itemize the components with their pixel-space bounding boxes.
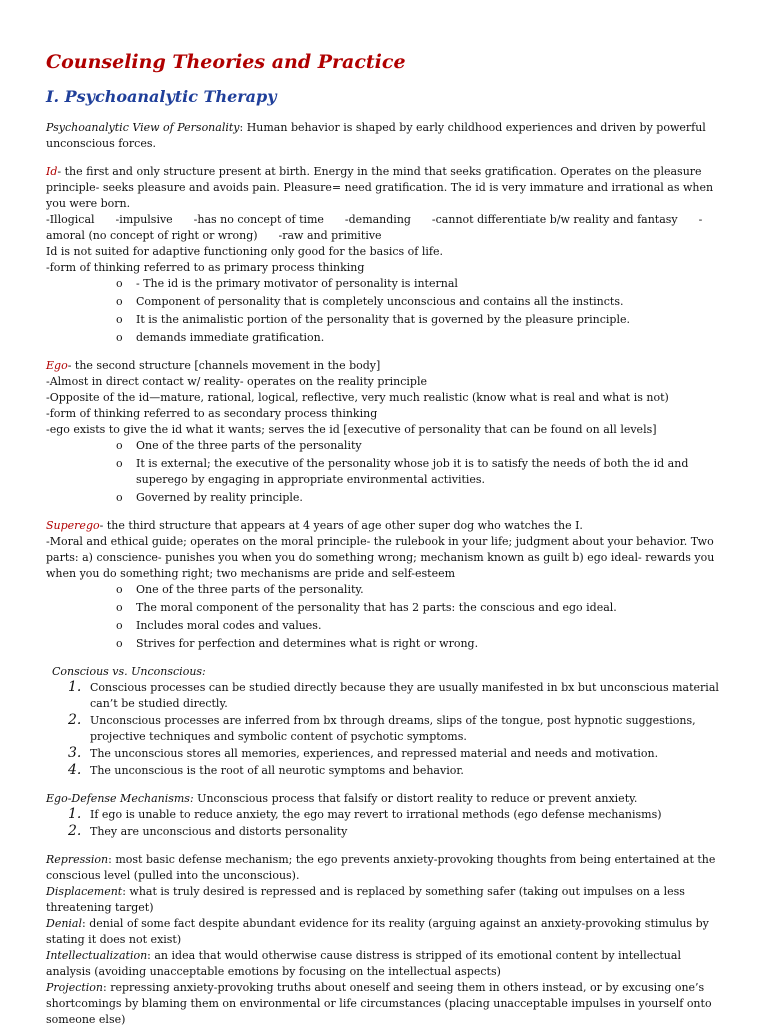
definition-term: Displacement [46,885,123,898]
ego-line-2: -Opposite of the id—mature, rational, logical, reflective, very much realistic (know what is real and what is not) [46,391,669,404]
list-item [68,713,722,745]
definition-term: Intellectualization [46,949,148,962]
list-text: They are unconscious and distorts personality [90,825,348,838]
view-paragraph [46,120,722,152]
definition-term: Projection [46,981,104,994]
defense-term: Ego-Defense Mechanisms: [46,792,194,805]
conscious-list [46,680,722,779]
section-heading: I. Psychoanalytic Therapy [46,87,277,106]
definition-text: : what is truly desired is repressed and is replaced by something safer (taking out impulses on a less threatening target) [46,885,685,914]
list-text: The unconscious is the root of all neurotic symptoms and behavior. [90,764,464,777]
definition-denial [46,916,722,948]
list-text: If ego is unable to reduce anxiety, the ego may revert to irrational methods (ego defense mechanisms) [90,808,662,821]
defense-section [46,791,722,840]
ego-line-4: -ego exists to give the id what it wants; serves the id [executive of personality that can be found on all levels] [46,423,657,436]
list-item [68,763,722,779]
definitions-section [46,852,722,1028]
list-item [68,807,722,823]
conscious-heading: Conscious vs. Unconscious: [52,665,206,678]
page-title: Counseling Theories and Practice [46,51,406,73]
list-number: 1. [68,806,82,822]
list-number: 1. [68,679,82,695]
list-item: o - The id is the primary motivator of personality is internal [116,276,722,292]
superego-section [46,518,722,652]
list-text: Unconscious processes are inferred from bx through dreams, slips of the tongue, post hypnotic suggestions, projective techniques and symbolic content of psychotic symptoms. [90,714,696,743]
list-number: 2. [68,823,82,839]
list-number: 3. [68,745,82,761]
ego-line-1: -Almost in direct contact w/ reality- operates on the reality principle [46,375,427,388]
list-item: o One of the three parts of the personality [116,438,722,454]
superego-line-0: - the third structure that appears at 4 years of age other super dog who watches the I. [99,519,583,532]
definition-projection [46,980,722,1028]
list-item: o It is external; the executive of the personality whose job it is to satisfy the needs of both the id and superego by engaging in appropriate environmental activities. [116,456,722,488]
id-bullet-list [46,276,722,346]
list-number: 4. [68,762,82,778]
ego-bullet-list [46,438,722,506]
list-number: 2. [68,712,82,728]
defense-text: Unconscious process that falsify or distort reality to reduce or prevent anxiety. [193,792,638,805]
id-line-1: -Illogical -impulsive -has no concept of time -demanding -cannot differentiate b/w reality and fantasy -amoral (no concept of right or wrong) -raw and primitive [46,213,703,242]
list-item: o Strives for perfection and determines what is right or wrong. [116,636,722,652]
superego-term: Superego [46,519,100,532]
list-text: The unconscious stores all memories, experiences, and repressed material and needs and motivation. [90,747,659,760]
list-item: o The moral component of the personality that has 2 parts: the conscious and ego ideal. [116,600,722,616]
id-term: Id [46,165,58,178]
list-item: o Governed by reality principle. [116,490,722,506]
list-item [68,680,722,712]
id-section [46,164,722,346]
superego-line-1: -Moral and ethical guide; operates on the moral principle- the rulebook in your life; judgment about your behavior. Two parts: a) conscience- punishes you when you do something wrong; mechanism known as guilt b) ego ideal- rewards you when you do something right; two mechanisms are pride and self-esteem [46,535,715,580]
id-line-2: Id is not suited for adaptive functioning only good for the basics of life. [46,245,443,258]
id-line-0: - the first and only structure present at birth. Energy in the mind that seeks gratification. Operates on the pleasure principle- seeks pleasure and avoids pain. Pleasure= need gratification. The id is very immature and irrational as when you were born. [46,165,714,210]
id-line-3: -form of thinking referred to as primary process thinking [46,261,365,274]
list-item: o One of the three parts of the personality. [116,582,722,598]
definition-text: : denial of some fact despite abundant evidence for its reality (arguing against an anxiety-provoking stimulus by stating it does not exist) [46,917,709,946]
ego-section [46,358,722,506]
definition-text: : repressing anxiety-provoking truths about oneself and seeing them in others instead, or by excusing one’s shortcomings by blaming them on environmental or life circumstances (placing unacceptable impulses in yourself onto someone else) [46,981,712,1026]
view-term: Psychoanalytic View of Personality [46,121,240,134]
list-item [68,746,722,762]
ego-term: Ego [46,359,68,372]
list-item: o demands immediate gratification. [116,330,722,346]
definition-text: : an idea that would otherwise cause distress is stripped of its emotional content by intellectual analysis (avoiding unacceptable emotions by focusing on the intellectual aspects) [46,949,681,978]
ego-line-0: - the second structure [channels movement in the body] [67,359,381,372]
definition-displacement [46,884,722,916]
list-item: o Component of personality that is completely unconscious and contains all the instincts. [116,294,722,310]
view-text: : Human behavior is shaped by early childhood experiences and driven by powerful unconscious forces. [46,121,706,150]
list-item [68,824,722,840]
superego-bullet-list [46,582,722,652]
definition-intellectualization [46,948,722,980]
ego-line-3: -form of thinking referred to as secondary process thinking [46,407,378,420]
defense-list [46,807,722,840]
definition-term: Repression [46,853,109,866]
list-item: o Includes moral codes and values. [116,618,722,634]
definition-term: Denial [46,917,83,930]
list-text: Conscious processes can be studied directly because they are usually manifested in bx but unconscious material can’t be studied directly. [90,681,719,710]
list-item: o It is the animalistic portion of the personality that is governed by the pleasure principle. [116,312,722,328]
definition-repression [46,852,722,884]
conscious-section [46,664,722,779]
definition-text: : most basic defense mechanism; the ego prevents anxiety-provoking thoughts from being entertained at the conscious level (pulled into the unconscious). [46,853,716,882]
